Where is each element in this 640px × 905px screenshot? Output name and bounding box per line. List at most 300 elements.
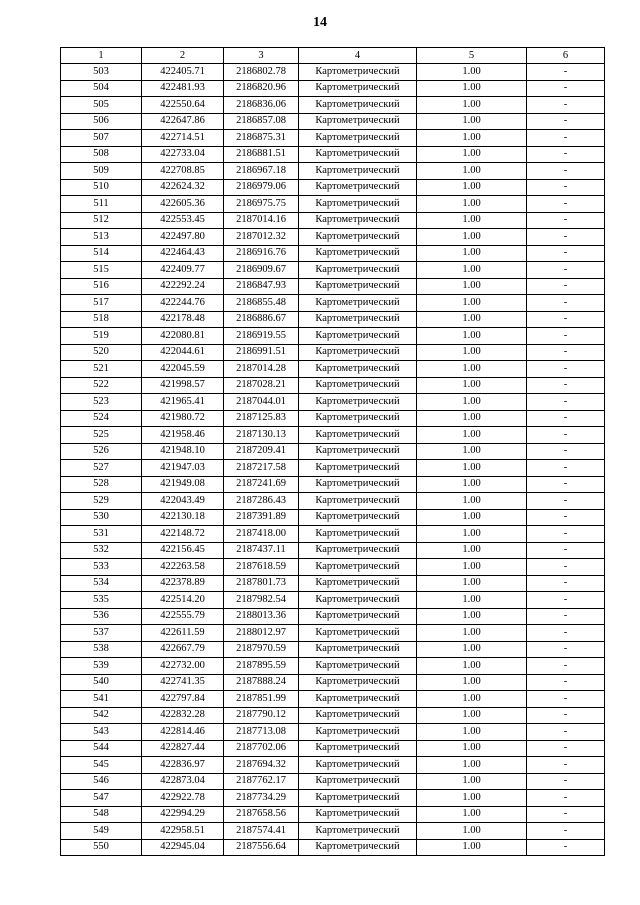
y-coordinate-cell: 2187574.41 <box>224 823 299 840</box>
table-row <box>61 625 605 642</box>
table-row <box>61 526 605 543</box>
accuracy-cell: 1.00 <box>417 509 527 526</box>
accuracy-cell: 1.00 <box>417 674 527 691</box>
x-coordinate-cell: 422922.78 <box>142 790 224 807</box>
accuracy-cell: 1.00 <box>417 361 527 378</box>
note-cell: - <box>527 97 605 114</box>
method-cell: Картометрический <box>299 80 417 97</box>
coordinates-table <box>60 47 605 856</box>
method-cell: Картометрический <box>299 625 417 642</box>
table-row <box>61 229 605 246</box>
y-coordinate-cell: 2187982.54 <box>224 592 299 609</box>
method-cell: Картометрический <box>299 526 417 543</box>
note-cell: - <box>527 394 605 411</box>
method-cell: Картометрический <box>299 443 417 460</box>
y-coordinate-cell: 2186975.75 <box>224 196 299 213</box>
y-coordinate-cell: 2187895.59 <box>224 658 299 675</box>
accuracy-cell: 1.00 <box>417 278 527 295</box>
note-cell: - <box>527 311 605 328</box>
note-cell: - <box>527 707 605 724</box>
x-coordinate-cell: 422814.46 <box>142 724 224 741</box>
point-number-cell: 548 <box>61 806 142 823</box>
y-coordinate-cell: 2187801.73 <box>224 575 299 592</box>
x-coordinate-cell: 422378.89 <box>142 575 224 592</box>
accuracy-cell: 1.00 <box>417 262 527 279</box>
table-row <box>61 839 605 856</box>
method-cell: Картометрический <box>299 97 417 114</box>
x-coordinate-cell: 422945.04 <box>142 839 224 856</box>
x-coordinate-cell: 422611.59 <box>142 625 224 642</box>
method-cell: Картометрический <box>299 691 417 708</box>
note-cell: - <box>527 328 605 345</box>
note-cell: - <box>527 80 605 97</box>
table-row <box>61 64 605 81</box>
x-coordinate-cell: 422409.77 <box>142 262 224 279</box>
x-coordinate-cell: 422741.35 <box>142 674 224 691</box>
note-cell: - <box>527 163 605 180</box>
y-coordinate-cell: 2187437.11 <box>224 542 299 559</box>
point-number-cell: 540 <box>61 674 142 691</box>
note-cell: - <box>527 493 605 510</box>
column-header-4: 4 <box>299 48 417 64</box>
method-cell: Картометрический <box>299 344 417 361</box>
x-coordinate-cell: 422667.79 <box>142 641 224 658</box>
accuracy-cell: 1.00 <box>417 724 527 741</box>
method-cell: Картометрический <box>299 460 417 477</box>
note-cell: - <box>527 691 605 708</box>
accuracy-cell: 1.00 <box>417 377 527 394</box>
method-cell: Картометрический <box>299 295 417 312</box>
method-cell: Картометрический <box>299 427 417 444</box>
table-row <box>61 559 605 576</box>
point-number-cell: 519 <box>61 328 142 345</box>
point-number-cell: 520 <box>61 344 142 361</box>
accuracy-cell: 1.00 <box>417 245 527 262</box>
accuracy-cell: 1.00 <box>417 163 527 180</box>
y-coordinate-cell: 2187694.32 <box>224 757 299 774</box>
point-number-cell: 534 <box>61 575 142 592</box>
table-row <box>61 361 605 378</box>
table-row <box>61 641 605 658</box>
method-cell: Картометрический <box>299 658 417 675</box>
x-coordinate-cell: 422732.00 <box>142 658 224 675</box>
x-coordinate-cell: 422156.45 <box>142 542 224 559</box>
point-number-cell: 546 <box>61 773 142 790</box>
accuracy-cell: 1.00 <box>417 80 527 97</box>
point-number-cell: 543 <box>61 724 142 741</box>
method-cell: Картометрический <box>299 542 417 559</box>
table-row <box>61 146 605 163</box>
method-cell: Картометрический <box>299 410 417 427</box>
x-coordinate-cell: 422244.76 <box>142 295 224 312</box>
accuracy-cell: 1.00 <box>417 460 527 477</box>
method-cell: Картометрический <box>299 509 417 526</box>
y-coordinate-cell: 2187217.58 <box>224 460 299 477</box>
point-number-cell: 526 <box>61 443 142 460</box>
table-row <box>61 196 605 213</box>
accuracy-cell: 1.00 <box>417 146 527 163</box>
y-coordinate-cell: 2186875.31 <box>224 130 299 147</box>
accuracy-cell: 1.00 <box>417 328 527 345</box>
method-cell: Картометрический <box>299 212 417 229</box>
point-number-cell: 522 <box>61 377 142 394</box>
table-row <box>61 278 605 295</box>
x-coordinate-cell: 421949.08 <box>142 476 224 493</box>
point-number-cell: 503 <box>61 64 142 81</box>
note-cell: - <box>527 146 605 163</box>
table-row <box>61 245 605 262</box>
table-row <box>61 757 605 774</box>
x-coordinate-cell: 422605.36 <box>142 196 224 213</box>
table-row <box>61 179 605 196</box>
point-number-cell: 506 <box>61 113 142 130</box>
y-coordinate-cell: 2186886.67 <box>224 311 299 328</box>
table-row <box>61 130 605 147</box>
y-coordinate-cell: 2187014.28 <box>224 361 299 378</box>
table-row <box>61 97 605 114</box>
point-number-cell: 524 <box>61 410 142 427</box>
y-coordinate-cell: 2187888.24 <box>224 674 299 691</box>
table-row <box>61 394 605 411</box>
method-cell: Картометрический <box>299 674 417 691</box>
note-cell: - <box>527 575 605 592</box>
point-number-cell: 536 <box>61 608 142 625</box>
point-number-cell: 528 <box>61 476 142 493</box>
note-cell: - <box>527 196 605 213</box>
y-coordinate-cell: 2186991.51 <box>224 344 299 361</box>
note-cell: - <box>527 278 605 295</box>
page-number: 14 <box>313 15 327 30</box>
y-coordinate-cell: 2188013.36 <box>224 608 299 625</box>
y-coordinate-cell: 2187418.00 <box>224 526 299 543</box>
method-cell: Картометрический <box>299 740 417 757</box>
x-coordinate-cell: 422708.85 <box>142 163 224 180</box>
y-coordinate-cell: 2188012.97 <box>224 625 299 642</box>
table-row <box>61 575 605 592</box>
accuracy-cell: 1.00 <box>417 641 527 658</box>
x-coordinate-cell: 422832.28 <box>142 707 224 724</box>
y-coordinate-cell: 2187209.41 <box>224 443 299 460</box>
table-row <box>61 80 605 97</box>
y-coordinate-cell: 2187790.12 <box>224 707 299 724</box>
point-number-cell: 513 <box>61 229 142 246</box>
table-row <box>61 163 605 180</box>
accuracy-cell: 1.00 <box>417 559 527 576</box>
accuracy-cell: 1.00 <box>417 311 527 328</box>
y-coordinate-cell: 2186881.51 <box>224 146 299 163</box>
x-coordinate-cell: 422045.59 <box>142 361 224 378</box>
x-coordinate-cell: 422263.58 <box>142 559 224 576</box>
point-number-cell: 547 <box>61 790 142 807</box>
table-row <box>61 113 605 130</box>
x-coordinate-cell: 422481.93 <box>142 80 224 97</box>
note-cell: - <box>527 559 605 576</box>
note-cell: - <box>527 443 605 460</box>
table-row <box>61 460 605 477</box>
accuracy-cell: 1.00 <box>417 64 527 81</box>
method-cell: Картометрический <box>299 146 417 163</box>
table-row <box>61 509 605 526</box>
x-coordinate-cell: 422624.32 <box>142 179 224 196</box>
point-number-cell: 530 <box>61 509 142 526</box>
accuracy-cell: 1.00 <box>417 806 527 823</box>
method-cell: Картометрический <box>299 229 417 246</box>
accuracy-cell: 1.00 <box>417 97 527 114</box>
table-row <box>61 212 605 229</box>
column-header-5: 5 <box>417 48 527 64</box>
point-number-cell: 504 <box>61 80 142 97</box>
point-number-cell: 550 <box>61 839 142 856</box>
y-coordinate-cell: 2187130.13 <box>224 427 299 444</box>
note-cell: - <box>527 823 605 840</box>
y-coordinate-cell: 2186802.78 <box>224 64 299 81</box>
table-row <box>61 608 605 625</box>
point-number-cell: 510 <box>61 179 142 196</box>
table-row <box>61 295 605 312</box>
accuracy-cell: 1.00 <box>417 625 527 642</box>
method-cell: Картометрический <box>299 394 417 411</box>
point-number-cell: 515 <box>61 262 142 279</box>
y-coordinate-cell: 2186857.08 <box>224 113 299 130</box>
note-cell: - <box>527 740 605 757</box>
table-header-row <box>61 48 605 64</box>
x-coordinate-cell: 421998.57 <box>142 377 224 394</box>
y-coordinate-cell: 2186820.96 <box>224 80 299 97</box>
method-cell: Картометрический <box>299 377 417 394</box>
table-row <box>61 592 605 609</box>
note-cell: - <box>527 724 605 741</box>
y-coordinate-cell: 2187044.01 <box>224 394 299 411</box>
point-number-cell: 523 <box>61 394 142 411</box>
method-cell: Картометрический <box>299 608 417 625</box>
note-cell: - <box>527 526 605 543</box>
x-coordinate-cell: 422836.97 <box>142 757 224 774</box>
table-row <box>61 773 605 790</box>
method-cell: Картометрический <box>299 790 417 807</box>
x-coordinate-cell: 421965.41 <box>142 394 224 411</box>
method-cell: Картометрический <box>299 113 417 130</box>
point-number-cell: 508 <box>61 146 142 163</box>
method-cell: Картометрический <box>299 757 417 774</box>
accuracy-cell: 1.00 <box>417 229 527 246</box>
point-number-cell: 538 <box>61 641 142 658</box>
table-row <box>61 427 605 444</box>
method-cell: Картометрический <box>299 493 417 510</box>
point-number-cell: 531 <box>61 526 142 543</box>
point-number-cell: 529 <box>61 493 142 510</box>
y-coordinate-cell: 2187014.16 <box>224 212 299 229</box>
table-row <box>61 707 605 724</box>
table-row <box>61 328 605 345</box>
table-row <box>61 658 605 675</box>
method-cell: Картометрический <box>299 641 417 658</box>
column-header-6: 6 <box>527 48 605 64</box>
accuracy-cell: 1.00 <box>417 295 527 312</box>
x-coordinate-cell: 421948.10 <box>142 443 224 460</box>
method-cell: Картометрический <box>299 179 417 196</box>
point-number-cell: 542 <box>61 707 142 724</box>
note-cell: - <box>527 757 605 774</box>
method-cell: Картометрический <box>299 806 417 823</box>
accuracy-cell: 1.00 <box>417 427 527 444</box>
point-number-cell: 533 <box>61 559 142 576</box>
y-coordinate-cell: 2187012.32 <box>224 229 299 246</box>
method-cell: Картометрический <box>299 278 417 295</box>
method-cell: Картометрический <box>299 328 417 345</box>
x-coordinate-cell: 422555.79 <box>142 608 224 625</box>
point-number-cell: 505 <box>61 97 142 114</box>
note-cell: - <box>527 344 605 361</box>
x-coordinate-cell: 422514.20 <box>142 592 224 609</box>
column-header-1: 1 <box>61 48 142 64</box>
method-cell: Картометрический <box>299 64 417 81</box>
y-coordinate-cell: 2186836.06 <box>224 97 299 114</box>
point-number-cell: 527 <box>61 460 142 477</box>
note-cell: - <box>527 130 605 147</box>
table-row <box>61 344 605 361</box>
table-row <box>61 493 605 510</box>
point-number-cell: 532 <box>61 542 142 559</box>
x-coordinate-cell: 422044.61 <box>142 344 224 361</box>
table-row <box>61 262 605 279</box>
accuracy-cell: 1.00 <box>417 526 527 543</box>
note-cell: - <box>527 476 605 493</box>
y-coordinate-cell: 2186967.18 <box>224 163 299 180</box>
point-number-cell: 537 <box>61 625 142 642</box>
note-cell: - <box>527 773 605 790</box>
method-cell: Картометрический <box>299 196 417 213</box>
accuracy-cell: 1.00 <box>417 773 527 790</box>
x-coordinate-cell: 422148.72 <box>142 526 224 543</box>
y-coordinate-cell: 2187391.89 <box>224 509 299 526</box>
column-header-3: 3 <box>224 48 299 64</box>
accuracy-cell: 1.00 <box>417 707 527 724</box>
accuracy-cell: 1.00 <box>417 575 527 592</box>
point-number-cell: 518 <box>61 311 142 328</box>
y-coordinate-cell: 2187028.21 <box>224 377 299 394</box>
y-coordinate-cell: 2187241.69 <box>224 476 299 493</box>
point-number-cell: 516 <box>61 278 142 295</box>
note-cell: - <box>527 658 605 675</box>
accuracy-cell: 1.00 <box>417 608 527 625</box>
method-cell: Картометрический <box>299 559 417 576</box>
note-cell: - <box>527 592 605 609</box>
x-coordinate-cell: 422714.51 <box>142 130 224 147</box>
note-cell: - <box>527 229 605 246</box>
y-coordinate-cell: 2187713.08 <box>224 724 299 741</box>
accuracy-cell: 1.00 <box>417 757 527 774</box>
y-coordinate-cell: 2187658.56 <box>224 806 299 823</box>
method-cell: Картометрический <box>299 823 417 840</box>
note-cell: - <box>527 625 605 642</box>
point-number-cell: 509 <box>61 163 142 180</box>
note-cell: - <box>527 542 605 559</box>
accuracy-cell: 1.00 <box>417 443 527 460</box>
accuracy-cell: 1.00 <box>417 130 527 147</box>
y-coordinate-cell: 2187970.59 <box>224 641 299 658</box>
point-number-cell: 514 <box>61 245 142 262</box>
point-number-cell: 512 <box>61 212 142 229</box>
point-number-cell: 507 <box>61 130 142 147</box>
column-header-2: 2 <box>142 48 224 64</box>
table-row <box>61 377 605 394</box>
accuracy-cell: 1.00 <box>417 476 527 493</box>
x-coordinate-cell: 422873.04 <box>142 773 224 790</box>
x-coordinate-cell: 421947.03 <box>142 460 224 477</box>
point-number-cell: 521 <box>61 361 142 378</box>
point-number-cell: 535 <box>61 592 142 609</box>
point-number-cell: 525 <box>61 427 142 444</box>
method-cell: Картометрический <box>299 245 417 262</box>
accuracy-cell: 1.00 <box>417 493 527 510</box>
method-cell: Картометрический <box>299 575 417 592</box>
x-coordinate-cell: 422550.64 <box>142 97 224 114</box>
x-coordinate-cell: 422043.49 <box>142 493 224 510</box>
method-cell: Картометрический <box>299 839 417 856</box>
note-cell: - <box>527 460 605 477</box>
point-number-cell: 539 <box>61 658 142 675</box>
note-cell: - <box>527 641 605 658</box>
x-coordinate-cell: 422797.84 <box>142 691 224 708</box>
note-cell: - <box>527 806 605 823</box>
note-cell: - <box>527 790 605 807</box>
x-coordinate-cell: 421958.46 <box>142 427 224 444</box>
accuracy-cell: 1.00 <box>417 394 527 411</box>
y-coordinate-cell: 2187125.83 <box>224 410 299 427</box>
accuracy-cell: 1.00 <box>417 542 527 559</box>
y-coordinate-cell: 2187702.06 <box>224 740 299 757</box>
note-cell: - <box>527 113 605 130</box>
y-coordinate-cell: 2187851.99 <box>224 691 299 708</box>
accuracy-cell: 1.00 <box>417 691 527 708</box>
note-cell: - <box>527 212 605 229</box>
method-cell: Картометрический <box>299 130 417 147</box>
note-cell: - <box>527 839 605 856</box>
point-number-cell: 541 <box>61 691 142 708</box>
table-row <box>61 410 605 427</box>
y-coordinate-cell: 2187762.17 <box>224 773 299 790</box>
x-coordinate-cell: 422464.43 <box>142 245 224 262</box>
accuracy-cell: 1.00 <box>417 113 527 130</box>
method-cell: Картометрический <box>299 262 417 279</box>
y-coordinate-cell: 2186909.67 <box>224 262 299 279</box>
table-row <box>61 542 605 559</box>
y-coordinate-cell: 2187286.43 <box>224 493 299 510</box>
x-coordinate-cell: 422958.51 <box>142 823 224 840</box>
table-row <box>61 476 605 493</box>
point-number-cell: 545 <box>61 757 142 774</box>
method-cell: Картометрический <box>299 476 417 493</box>
method-cell: Картометрический <box>299 707 417 724</box>
note-cell: - <box>527 64 605 81</box>
note-cell: - <box>527 674 605 691</box>
note-cell: - <box>527 295 605 312</box>
x-coordinate-cell: 422080.81 <box>142 328 224 345</box>
method-cell: Картометрический <box>299 773 417 790</box>
y-coordinate-cell: 2186847.93 <box>224 278 299 295</box>
y-coordinate-cell: 2187556.64 <box>224 839 299 856</box>
note-cell: - <box>527 361 605 378</box>
x-coordinate-cell: 422497.80 <box>142 229 224 246</box>
point-number-cell: 544 <box>61 740 142 757</box>
x-coordinate-cell: 422130.18 <box>142 509 224 526</box>
method-cell: Картометрический <box>299 163 417 180</box>
x-coordinate-cell: 421980.72 <box>142 410 224 427</box>
point-number-cell: 549 <box>61 823 142 840</box>
note-cell: - <box>527 262 605 279</box>
y-coordinate-cell: 2186919.55 <box>224 328 299 345</box>
table-row <box>61 311 605 328</box>
